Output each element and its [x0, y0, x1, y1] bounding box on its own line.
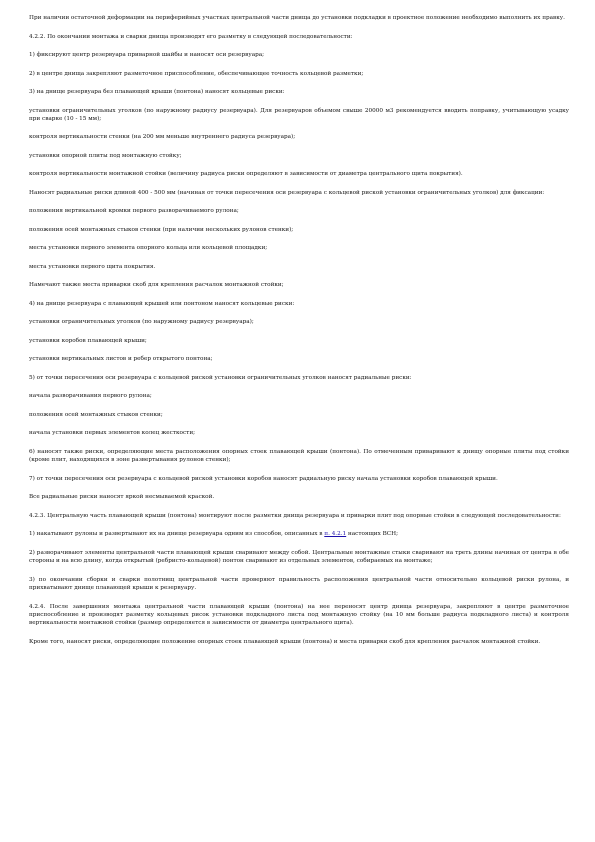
- paragraph: При наличии остаточной деформации на периферийных участках центральной части днища до установки подкладки в проектное положение необходимо выполнить их правку.: [29, 15, 565, 21]
- paragraph: установки коробов плавающей крыши;: [29, 337, 147, 344]
- list-item: 3) на днище резервуара без плавающей крыши (понтона) наносят кольцевые риски:: [29, 89, 285, 95]
- link-paragraph-before: 1) накатывают рулоны и развертывают их на днище резервуара одним из способов, описанных в: [29, 531, 325, 538]
- section-heading: 4.2.4. После завершения монтажа центральной части плавающей крыши (понтона) на нее переносят центр днища резервуара, закрепляют в центре разметочное приспособление и производят разметку кольцевых рисок установки подкладного листа под монтажную стойку (на 10 мм больше радиуса подкладного листа) и контроля вертикальности монтажной стойки (размер определяется в зависимости от диаметра центрального щита).: [29, 603, 569, 627]
- list-item: 2) в центре днища закрепляют разметочное приспособление, обеспечивающее точность кольцевой разметки;: [29, 70, 364, 77]
- document-page: [29, 14, 569, 656]
- paragraph: установки вертикальных листов и ребер открытого понтона;: [29, 356, 213, 363]
- paragraph: места установки первого щита покрытия.: [29, 263, 156, 270]
- section-heading: 4.2.2. По окончании монтажа и сварки днища производят его разметку в следующей последовательности:: [29, 33, 353, 40]
- paragraph: установки опорной плиты под монтажную стойку;: [29, 152, 182, 159]
- list-item: 7) от точки пересечения оси резервуара с кольцевой риской установки коробов наносят радиальную риску начала установки коробов плавающей крыши.: [29, 475, 498, 482]
- list-item: 6) наносят также риски, определяющие места расположения опорных стоек плавающей крыши (понтона). По отмеченным приваривают к днищу опорные плиты под стойки (кроме плит, находящихся в зоне развертывания рулонов стенки);: [29, 448, 569, 464]
- paragraph: установки ограничительных уголков (по наружному радиусу резервуара);: [29, 319, 254, 326]
- paragraph: начала установки первых элементов колец жесткости;: [29, 430, 196, 437]
- paragraph: положения осей монтажных стыков стенки (при наличии нескольких рулонов стенки);: [29, 226, 294, 233]
- section-heading: 4.2.3. Центральную часть плавающей крыши (понтона) монтируют после разметки днища резервуара и приварки плит под опорные стойки в следующей последовательности:: [29, 512, 561, 519]
- paragraph: места установки первого элемента опорного кольца или кольцевой площадки;: [29, 245, 268, 252]
- list-item: 4) на днище резервуара с плавающей крышей или понтоном наносят кольцевые риски:: [29, 300, 295, 307]
- list-item: 2) разворачивают элементы центральной части плавающей крыши сваривают между собой. Центральные монтажные стыки сваривают на треть длины начиная от центра в обе стороны и на всю длину, когда открытый (ребристо-кольцевой) понтон сваривают из отдельных элементов, собираемых на монтаже;: [29, 549, 569, 565]
- paragraph: положения осей монтажных стыков стенки;: [29, 411, 163, 418]
- list-item-with-link: [29, 530, 569, 538]
- paragraph: Кроме того, наносят риски, определяющие положение опорных стоек плавающей крыши (понтона) и места приварки скоб для крепления расчалок монтажной стойки.: [29, 638, 541, 645]
- list-item: 1) фиксируют центр резервуара приварной шайбы и наносят оси резервуара;: [29, 52, 265, 58]
- paragraph: начала разворачивания первого рулона;: [29, 393, 152, 400]
- paragraph: Наносят радиальные риски длиной 400 - 500 мм (начиная от точки пересечения оси резервуара с кольцевой риской установки ограничительных уголков) для фиксации:: [29, 189, 545, 196]
- link-paragraph-after: настоящих ВСН;: [346, 531, 399, 538]
- paragraph: положения вертикальной кромки первого разворачиваемого рулона;: [29, 208, 239, 215]
- paragraph: контроля вертикальности стенки (на 200 мм меньше внутреннего радиуса резервуара);: [29, 134, 296, 141]
- paragraph: установки ограничительных уголков (по наружному радиусу резервуара). Для резервуаров объемом свыше 20000 м3 рекомендуется вводить поправку, учитывающую усадку при сварке (10 - 15 мм);: [29, 107, 569, 122]
- clause-link[interactable]: п. 4.2.1: [324, 531, 347, 538]
- paragraph: Намечают также места приварки скоб для крепления расчалок монтажной стойки;: [29, 282, 284, 289]
- paragraph: контроля вертикальности монтажной стойки (величину радиуса риски определяют в зависимости от диаметра центрального щита покрытия).: [29, 171, 463, 178]
- list-item: 5) от точки пересечения оси резервуара с кольцевой риской установки ограничительных уголков наносят радиальные риски:: [29, 374, 412, 381]
- list-item: 3) по окончании сборки и сварки полотнищ центральной части проверяют правильность расположения центральной части относительно кольцевой риски рулона, и прихватывают днище плавающей крыши к резервуару.: [29, 576, 569, 592]
- paragraph: Все радиальные риски наносят яркой несмываемой краской.: [29, 494, 215, 501]
